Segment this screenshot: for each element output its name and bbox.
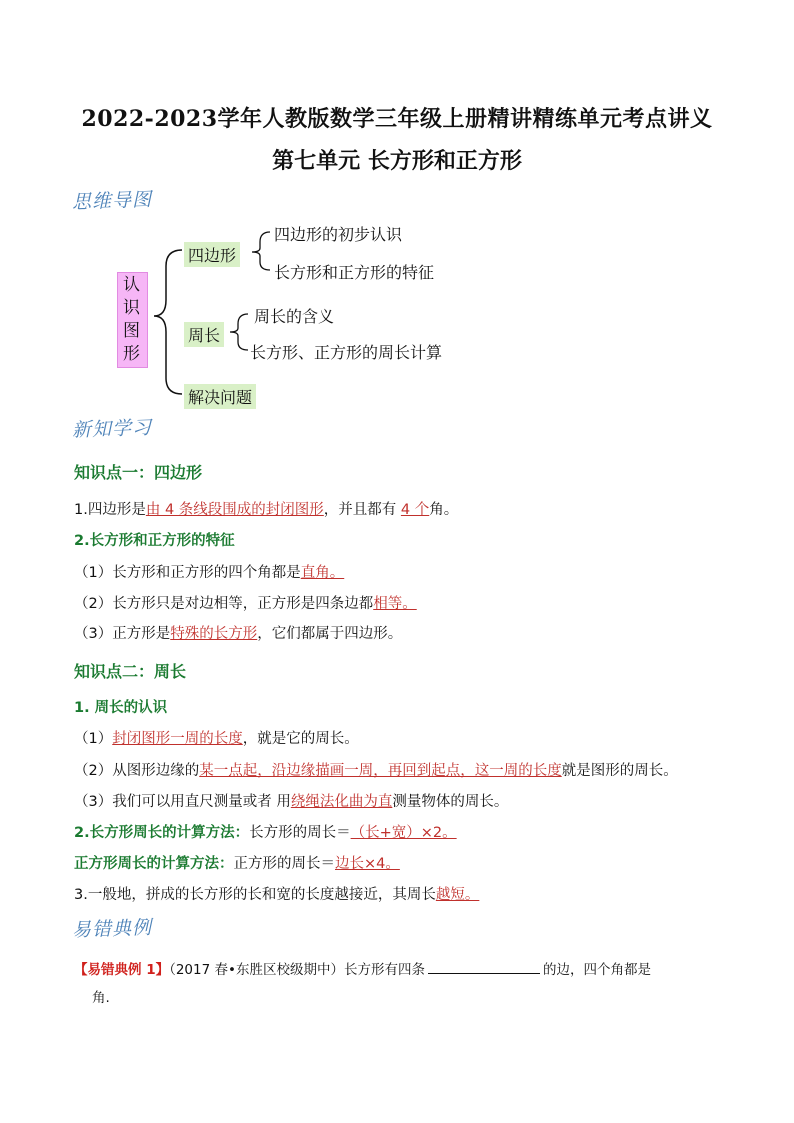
example-1-cont: 角. bbox=[92, 990, 110, 1006]
mind-map-branch-problem-solving: 解决问题 bbox=[184, 384, 256, 409]
example-tag: 【易错典例 1】 bbox=[74, 962, 170, 978]
kp2-line4: 2.长方形周长的计算方法：长方形的周长＝（长+宽）×2。 bbox=[74, 825, 457, 841]
answer-blank[interactable] bbox=[428, 961, 540, 974]
mind-map-item: 四边形的初步认识 bbox=[274, 225, 403, 244]
mind-map-branch-perimeter: 周长 bbox=[184, 322, 224, 347]
kp1-line1: 1.四边形是由 4 条线段围成的封闭图形，并且都有 4 个角。 bbox=[74, 502, 459, 518]
kp2-line5: 正方形周长的计算方法：正方形的周长＝边长×4。 bbox=[74, 856, 400, 872]
mind-map-item: 长方形、正方形的周长计算 bbox=[250, 343, 443, 362]
document-title: 2022-2023学年人教版数学三年级上册精讲精练单元考点讲义 bbox=[81, 106, 713, 132]
section-mind-map: 思维导图 bbox=[71, 188, 153, 214]
kp2-subtitle: 1. 周长的认识 bbox=[74, 700, 168, 716]
mind-map-item: 周长的含义 bbox=[254, 307, 335, 326]
section-common-errors: 易错典例 bbox=[71, 916, 153, 942]
mind-map-branch-quadrilateral: 四边形 bbox=[184, 242, 240, 267]
unit-title: 第七单元 长方形和正方形 bbox=[272, 148, 522, 174]
kp1-subtitle: 2.长方形和正方形的特征 bbox=[74, 533, 235, 549]
kp2-title: 知识点二：周长 bbox=[74, 662, 187, 681]
example-1: 【易错典例 1】（2017 春•东胜区校级期中）长方形有四条 的边，四个角都是 bbox=[74, 962, 651, 978]
kp1-line4: （3）正方形是特殊的长方形，它们都属于四边形。 bbox=[74, 626, 403, 642]
kp1-title: 知识点一：四边形 bbox=[74, 463, 203, 482]
mind-map-root: 认 识 图 形 bbox=[123, 275, 140, 364]
section-new-learning: 新知学习 bbox=[71, 416, 153, 442]
kp2-line3: （3）我们可以用直尺测量或者 用绕绳法化曲为直测量物体的周长。 bbox=[74, 794, 509, 810]
kp1-line2: （1）长方形和正方形的四个角都是直角。 bbox=[74, 565, 345, 581]
kp2-line1: （1）封闭图形一周的长度，就是它的周长。 bbox=[74, 731, 359, 747]
mind-map-item: 长方形和正方形的特征 bbox=[274, 263, 435, 282]
kp2-line6: 3.一般地，拼成的长方形的长和宽的长度越接近，其周长越短。 bbox=[74, 887, 480, 903]
kp1-line3: （2）长方形只是对边相等，正方形是四条边都相等。 bbox=[74, 596, 417, 612]
kp2-line2: （2）从图形边缘的某一点起，沿边缘描画一周，再回到起点，这一周的长度就是图形的周长。 bbox=[74, 763, 678, 779]
